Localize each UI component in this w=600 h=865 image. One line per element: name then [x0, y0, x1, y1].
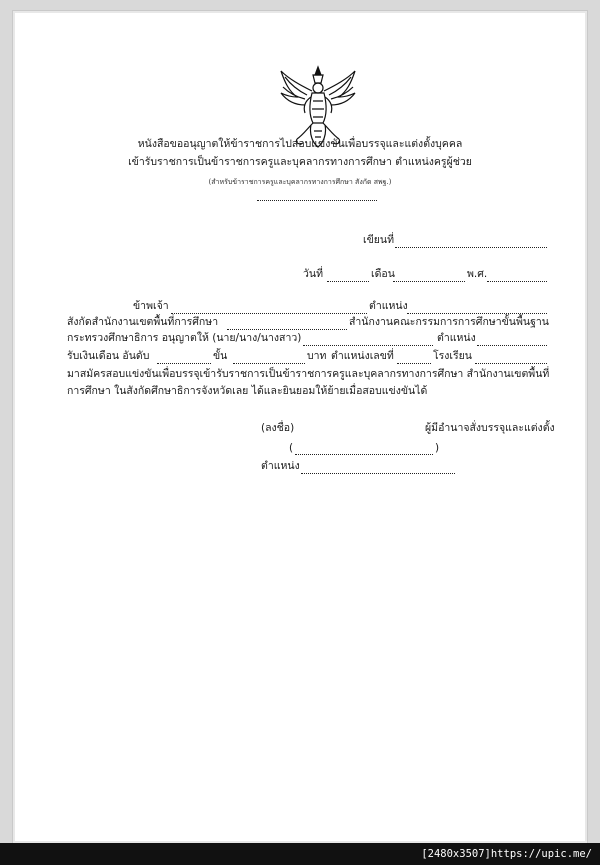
written-at-field[interactable]	[395, 247, 547, 248]
body-line1: มาสมัครสอบแข่งขันเพื่อบรรจุเข้ารับราชการเป็นข้าราชการครูและบุคลากรทางการศึกษา สำนักงานเขตพื้นที่	[67, 368, 550, 380]
image-info-bar	[0, 843, 600, 865]
line3-position-label: ตำแหน่ง	[437, 332, 476, 344]
title-underline	[257, 200, 377, 201]
doc-subtitle: (สำหรับข้าราชการครูและบุคลากรทางการศึกษา สังกัด สพฐ.)	[208, 178, 392, 186]
salary-grade-field[interactable]	[157, 363, 211, 364]
written-at-label: เขียนที่	[363, 234, 395, 246]
line2-commission-label: สำนักงานคณะกรรมการการศึกษาขั้นพื้นฐาน	[349, 316, 549, 328]
line4-posno-label: ตำแหน่งเลขที่	[331, 350, 394, 362]
salary-step-field[interactable]	[233, 363, 305, 364]
garuda-emblem-icon	[275, 65, 361, 149]
signer-position-label: ตำแหน่ง	[261, 460, 300, 472]
signature-label: (ลงชื่อ)	[261, 422, 295, 434]
office-field[interactable]	[227, 329, 347, 330]
position-number-field[interactable]	[397, 363, 431, 364]
date-year-label: พ.ศ.	[467, 268, 488, 280]
line1-position-label: ตำแหน่ง	[369, 300, 408, 312]
paren-open: (	[289, 442, 294, 454]
line2-office-label: สังกัดสำนักงานเขตพื้นที่การศึกษา	[67, 316, 219, 328]
signer-position-field[interactable]	[301, 473, 455, 474]
paren-close: )	[435, 442, 440, 454]
date-month-field[interactable]	[393, 281, 465, 282]
line4-step-label: ขั้น	[213, 350, 228, 362]
body-line2: การศึกษา ในสังกัดศึกษาธิการจังหวัดเลย ได้และยินยอมให้ย้ายเมื่อสอบแข่งขันได้	[67, 385, 428, 397]
permitted-name-field[interactable]	[303, 345, 433, 346]
line3-ministry-label: กระทรวงศึกษาธิการ อนุญาตให้ (นาย/นาง/นางสาว)	[67, 332, 302, 344]
line4-school-label: โรงเรียน	[433, 350, 472, 362]
signer-name-field[interactable]	[295, 454, 433, 455]
line4-salary-label: รับเงินเดือน อันดับ	[67, 350, 150, 362]
doc-title-line1: หนังสือขออนุญาตให้ข้าราชการไปสอบแข่งขันเพื่อบรรจุและแต่งตั้งบุคคล	[137, 138, 463, 150]
name-field[interactable]	[171, 313, 367, 314]
school-field[interactable]	[475, 363, 547, 364]
date-day-label: วันที่	[303, 268, 323, 280]
permitted-position-field[interactable]	[477, 345, 547, 346]
line1-me-label: ข้าพเจ้า	[133, 300, 169, 312]
line4-baht-label: บาท	[307, 350, 327, 362]
image-info-text: [2480x3507]https://upic.me/	[421, 848, 592, 860]
authority-label: ผู้มีอำนาจสั่งบรรจุและแต่งตั้ง	[425, 422, 555, 434]
date-year-field[interactable]	[487, 281, 547, 282]
date-month-label: เดือน	[371, 268, 395, 280]
date-day-field[interactable]	[327, 281, 369, 282]
position-field[interactable]	[407, 313, 547, 314]
doc-title-line2: เข้ารับราชการเป็นข้าราชการครูและบุคลากรทางการศึกษา ตำแหน่งครูผู้ช่วย	[128, 156, 472, 168]
document-page	[12, 10, 588, 844]
